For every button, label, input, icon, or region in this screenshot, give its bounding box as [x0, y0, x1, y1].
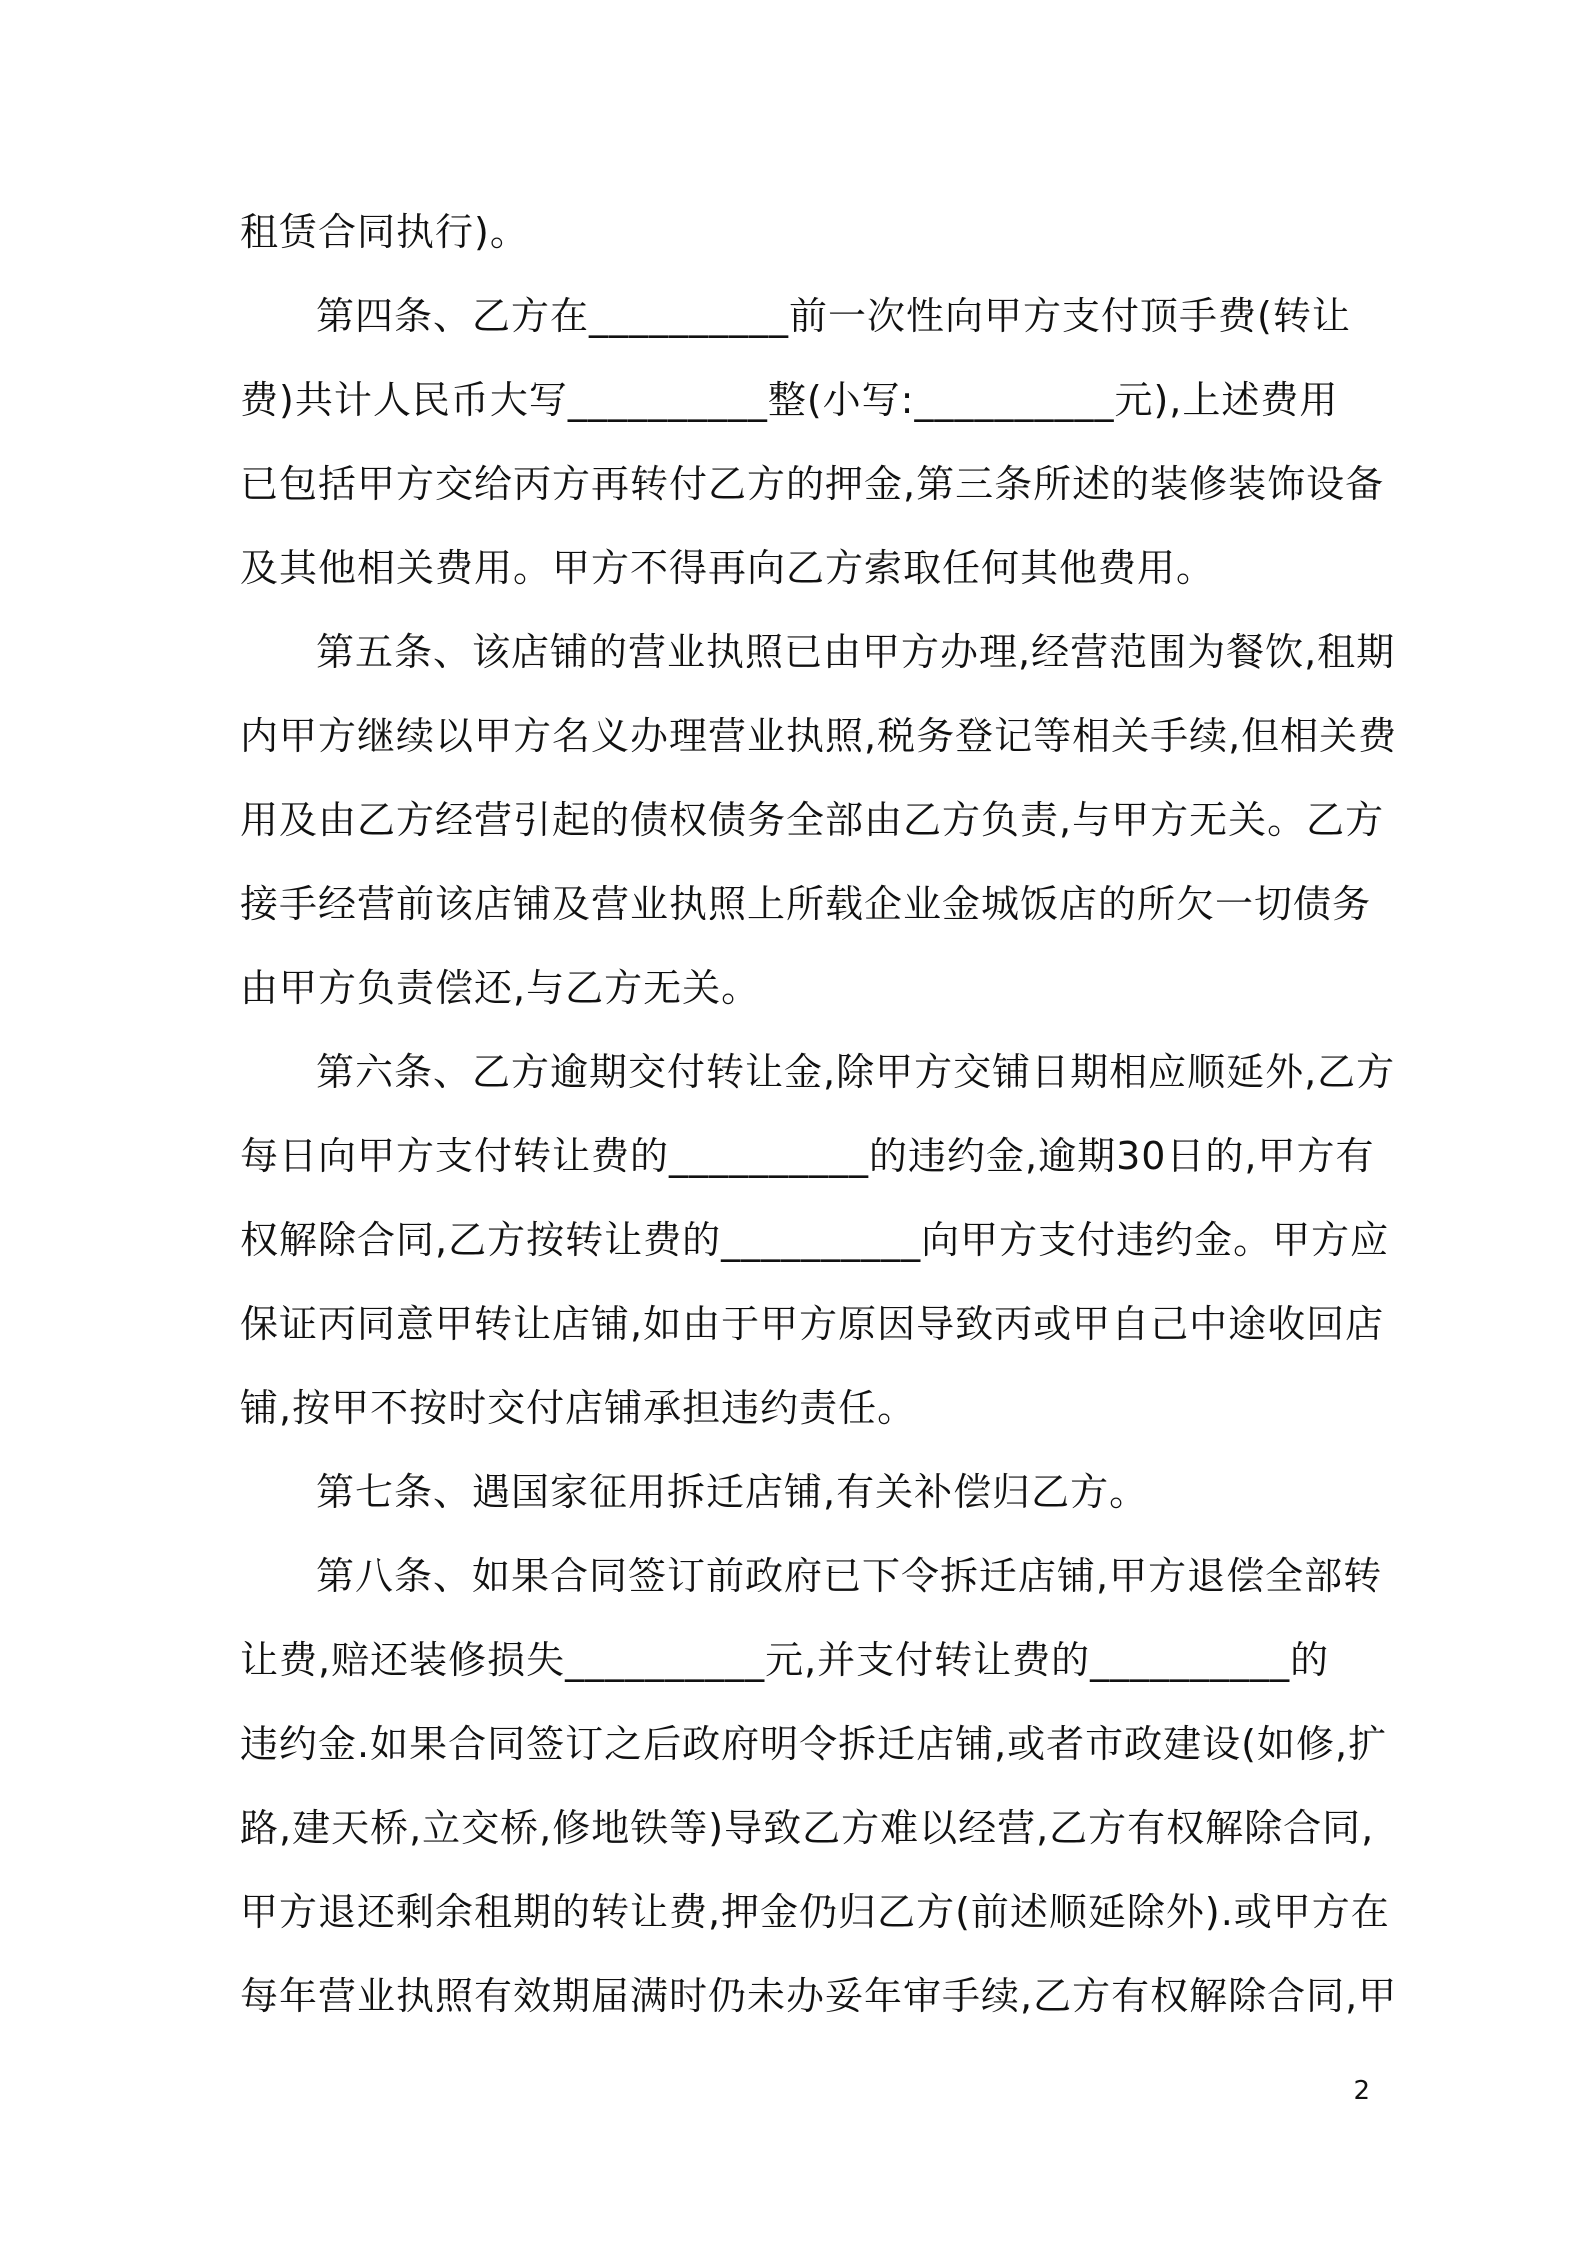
text-line: 权解除合同,乙方按转让费的__________向甲方支付违约金。甲方应: [240, 1218, 1390, 1262]
text-line: 违约金.如果合同签订之后政府明令拆迁店铺,或者市政建设(如修,扩: [240, 1722, 1388, 1766]
text-line: 接手经营前该店铺及营业执照上所载企业金城饭店的所欠一切债务: [240, 882, 1372, 926]
article-8-line: 第八条、如果合同签订前政府已下令拆迁店铺,甲方退偿全部转: [316, 1554, 1383, 1598]
text-line: 费)共计人民币大写__________整(小写:__________元),上述费用: [240, 378, 1339, 422]
text-line: 甲方退还剩余租期的转让费,押金仍归乙方(前述顺延除外).或甲方在: [240, 1890, 1390, 1934]
text-line: 租赁合同执行)。: [240, 210, 529, 254]
article-5-line: 第五条、该店铺的营业执照已由甲方办理,经营范围为餐饮,租期: [316, 630, 1396, 674]
page-number: 2: [1353, 2076, 1370, 2106]
text-line: 由甲方负责偿还,与乙方无关。: [240, 966, 761, 1010]
text-line: 及其他相关费用。甲方不得再向乙方索取任何其他费用。: [240, 546, 1216, 590]
text-line: 内甲方继续以甲方名义办理营业执照,税务登记等相关手续,但相关费: [240, 714, 1398, 758]
contract-body: [240, 190, 1398, 2038]
text-line: 铺,按甲不按时交付店铺承担违约责任。: [240, 1386, 917, 1430]
text-line: 保证丙同意甲转让店铺,如由于甲方原因导致丙或甲自己中途收回店: [240, 1302, 1385, 1346]
text-line: 用及由乙方经营引起的债权债务全部由乙方负责,与甲方无关。乙方: [240, 798, 1385, 842]
text-line: 已包括甲方交给丙方再转付乙方的押金,第三条所述的装修装饰设备: [240, 462, 1385, 506]
text-line: 路,建天桥,立交桥,修地铁等)导致乙方难以经营,乙方有权解除合同,: [240, 1806, 1375, 1850]
text-line: 让费,赔还装修损失__________元,并支付转让费的__________的: [240, 1638, 1330, 1682]
text-line: 每日向甲方支付转让费的__________的违约金,逾期30日的,甲方有: [240, 1134, 1375, 1178]
article-7-line: 第七条、遇国家征用拆迁店铺,有关补偿归乙方。: [316, 1470, 1149, 1514]
article-6-line: 第六条、乙方逾期交付转让金,除甲方交铺日期相应顺延外,乙方: [316, 1050, 1396, 1094]
text-line: 每年营业执照有效期届满时仍未办妥年审手续,乙方有权解除合同,甲: [240, 1974, 1398, 2018]
article-4-line: 第四条、乙方在__________前一次性向甲方支付顶手费(转让: [316, 294, 1351, 338]
